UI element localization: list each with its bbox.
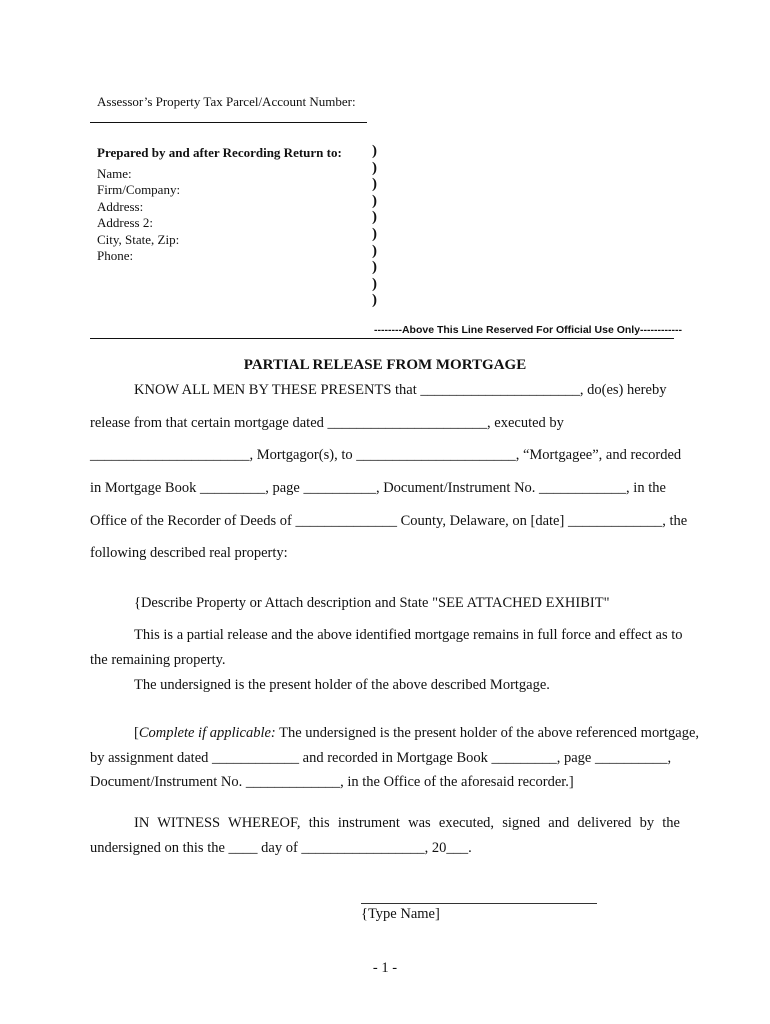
witness-line-1: IN WITNESS WHEREOF, this instrument was executed, signed and delivered by the [134,815,680,831]
paren-mark: ) [372,242,377,259]
firm-field-label: Firm/Company: [97,182,181,198]
return-to-fields [97,166,180,264]
paren-mark: ) [372,275,377,292]
address-field-label: Address: [97,198,144,214]
parcel-number-line [90,122,367,123]
signature-line [361,903,597,904]
paren-mark: ) [372,259,377,276]
page-number: - 1 - [372,960,398,976]
property-intro-line: following described real property: [90,545,288,561]
assignment-line-1: [Complete if applicable: The undersigned is the present holder of the above referenced mortgage, [134,725,700,741]
official-use-divider [90,338,674,339]
parcel-number-label: Assessor’s Property Tax Parcel/Account Number: [97,94,356,109]
phone-field-label: Phone: [97,248,134,264]
signer-name-placeholder: {Type Name] [361,906,440,922]
paren-mark: ) [372,292,377,309]
release-line: release from that certain mortgage dated ______________________, executed by [90,415,564,431]
know-all-men-line: KNOW ALL MEN BY THESE PRESENTS that ______________________, do(es) hereby [134,382,667,398]
assignment-line-3: Document/Instrument No. _____________, in the Office of the aforesaid recorder.] [90,774,574,790]
paren-mark: ) [372,176,377,193]
holder-statement: The undersigned is the present holder of the above described Mortgage. [134,677,550,693]
witness-line-2: undersigned on this the ____ day of _________________, 20___. [90,840,472,856]
name-field-label: Name: [97,166,132,181]
official-use-notice: --------Above This Line Reserved For Official Use Only------------ [374,324,682,336]
partial-release-line-1: This is a partial release and the above identified mortgage remains in full force and effect as to [134,627,683,643]
assignment-line-1-text: The undersigned is the present holder of the above referenced mortgage, [275,725,700,741]
document-title: PARTIAL RELEASE FROM MORTGAGE [243,357,527,373]
mortgagor-line: ______________________, Mortgagor(s), to ______________________, “Mortgagee”, and recorded [90,447,682,463]
prepared-by-title: Prepared by and after Recording Return to: [97,145,342,160]
recorder-line: Office of the Recorder of Deeds of ______________ County, Delaware, on [date] _____________, the [90,513,688,529]
address2-field-label: Address 2: [97,215,153,231]
complete-if-applicable-note: Complete if applicable: [138,725,276,741]
partial-release-line-2: the remaining property. [90,652,226,668]
describe-property-instruction: {Describe Property or Attach description and State "SEE ATTACHED EXHIBIT" [134,595,610,611]
city-state-zip-field-label: City, State, Zip: [97,231,180,247]
paren-mark: ) [372,192,377,209]
paren-mark: ) [372,225,377,242]
paren-mark: ) [372,143,377,159]
paren-mark: ) [372,209,377,226]
paren-mark: ) [372,159,377,176]
mortgage-book-line: in Mortgage Book _________, page __________, Document/Instrument No. ____________, in the [90,480,666,496]
paren-column [372,143,377,309]
assignment-line-2: by assignment dated ____________ and recorded in Mortgage Book _________, page __________, [90,750,672,766]
